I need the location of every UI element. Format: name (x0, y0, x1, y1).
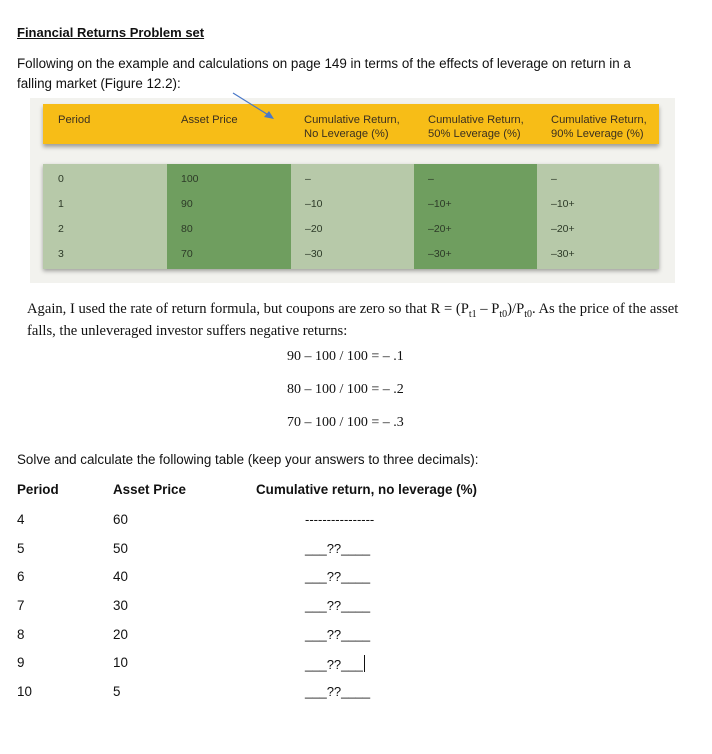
figure-cell-price: 90 (181, 198, 193, 210)
figure-cell-period: 3 (58, 248, 64, 260)
figure-cell-no-leverage: –20 (305, 223, 323, 235)
table-cell-period: 9 (17, 655, 25, 670)
intro-paragraph: Following on the example and calculations on page 149 in terms of the effects of leverage on return in a falling market (Figure 12.2): (17, 56, 631, 91)
figure-body (43, 164, 659, 269)
figure-12-2 (30, 98, 675, 283)
figure-header-no-leverage (304, 113, 400, 141)
answer-field[interactable]: ___??____ (305, 569, 371, 584)
figure-cell-50-leverage: – (428, 173, 434, 185)
figure-cell-50-leverage: –20+ (428, 223, 452, 235)
explanation-paragraph (27, 301, 687, 340)
answer-field[interactable]: ___??____ (305, 541, 371, 556)
explanation-subscript-t0: t0 (499, 308, 508, 320)
figure-cell-price: 80 (181, 223, 193, 235)
equation: 90 – 100 / 100 = – .1 (287, 349, 404, 364)
equation: 70 – 100 / 100 = – .3 (287, 415, 404, 430)
figure-cell-90-leverage: – (551, 173, 557, 185)
answer-field[interactable]: ___??____ (305, 627, 371, 642)
explanation-text-part1: Again, I used the rate of return formula, but coupons are zero so that R = (P (27, 301, 469, 317)
figure-cell-no-leverage: –30 (305, 248, 323, 260)
table-header-cumulative-return: Cumulative return, no leverage (%) (256, 482, 477, 497)
equation: 80 – 100 / 100 = – .2 (287, 382, 404, 397)
table-header-asset-price: Asset Price (113, 482, 186, 497)
table-cell-period: 7 (17, 598, 25, 613)
document-title: Financial Returns Problem set (17, 25, 205, 40)
table-cell-price: 20 (113, 627, 128, 642)
explanation-text-part2: – P (476, 301, 500, 317)
table-cell-period: 10 (17, 684, 32, 699)
figure-cell-price: 100 (181, 173, 199, 185)
text-cursor (364, 655, 365, 672)
figure-header-50-leverage-line2: 50% Leverage (%) (428, 128, 521, 140)
figure-cell-90-leverage: –20+ (551, 223, 575, 235)
figure-header-90-leverage-line2: 90% Leverage (%) (551, 128, 644, 140)
figure-cell-period: 0 (58, 173, 64, 185)
figure-cell-price: 70 (181, 248, 193, 260)
answer-field[interactable] (305, 655, 365, 672)
explanation-text-part4: . As the price of the asset falls, the unleveraged investor suffers negative returns: (27, 301, 679, 339)
table-cell-period: 6 (17, 569, 25, 584)
figure-cell-no-leverage: – (305, 173, 311, 185)
figure-header-90-leverage (551, 113, 647, 141)
table-cell-answer: ---------------- (305, 512, 375, 527)
answer-field[interactable]: ___??____ (305, 598, 371, 613)
answer-field-text: ___??___ (305, 657, 363, 672)
figure-cell-period: 1 (58, 198, 64, 210)
figure-header-row (43, 104, 659, 144)
explanation-subscript-t0: t0 (524, 308, 532, 320)
answer-field[interactable]: ___??____ (305, 684, 371, 699)
figure-header-no-leverage-line2: No Leverage (%) (304, 128, 389, 140)
table-cell-price: 60 (113, 512, 128, 527)
explanation-text-part3: )/P (507, 301, 525, 317)
table-header-period: Period (17, 482, 59, 497)
figure-header-50-leverage (428, 113, 524, 141)
figure-header-no-leverage-line1: Cumulative Return, (304, 114, 400, 126)
figure-header-period: Period (58, 114, 91, 126)
figure-header-50-leverage-line1: Cumulative Return, (428, 114, 524, 126)
table-cell-price: 50 (113, 541, 128, 556)
table-cell-price: 5 (113, 684, 121, 699)
figure-cell-50-leverage: –30+ (428, 248, 452, 260)
figure-cell-90-leverage: –30+ (551, 248, 575, 260)
table-cell-price: 10 (113, 655, 128, 670)
instructions-paragraph: Solve and calculate the following table (keep your answers to three decimals): (17, 452, 479, 467)
figure-cell-period: 2 (58, 223, 64, 235)
table-cell-period: 4 (17, 512, 25, 527)
figure-cell-no-leverage: –10 (305, 198, 323, 210)
figure-header-asset-price: Asset Price (181, 114, 238, 126)
table-cell-price: 30 (113, 598, 128, 613)
table-cell-period: 8 (17, 627, 25, 642)
table-cell-price: 40 (113, 569, 128, 584)
figure-cell-90-leverage: –10+ (551, 198, 575, 210)
table-cell-period: 5 (17, 541, 25, 556)
figure-header-90-leverage-line1: Cumulative Return, (551, 114, 647, 126)
explanation-subscript-t1: t1 (468, 308, 477, 320)
annotation-arrow-icon (230, 90, 280, 124)
figure-cell-50-leverage: –10+ (428, 198, 452, 210)
